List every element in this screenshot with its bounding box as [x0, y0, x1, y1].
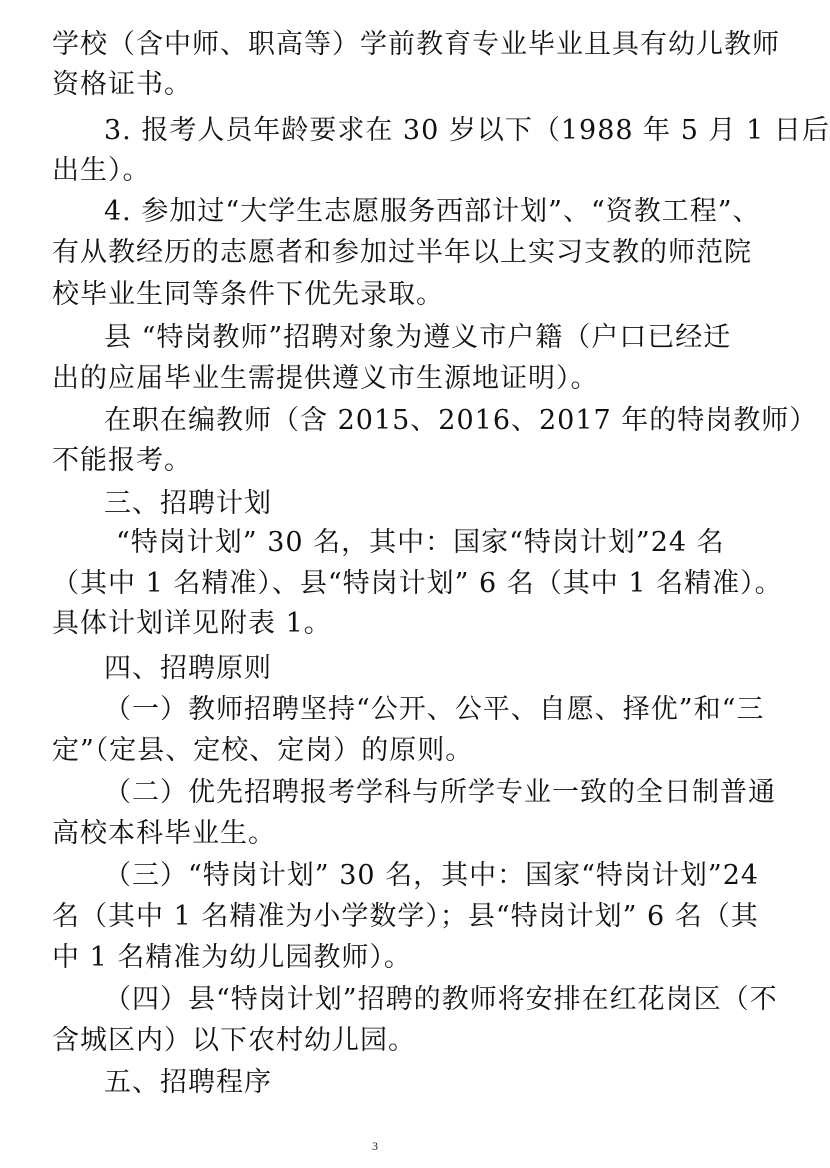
text-line: 在职在编教师（含 2015、2016、2017 年的特岗教师） [104, 405, 818, 436]
text-line: 含城区内）以下农村幼儿园。 [52, 1025, 416, 1056]
text-line: 有从教经历的志愿者和参加过半年以上实习支教的师范院 [52, 237, 752, 268]
text-line: （二）优先招聘报考学科与所学专业一致的全日制普通 [104, 777, 776, 808]
text-line: 出的应届毕业生需提供遵义市生源地证明）。 [52, 363, 599, 394]
text-line: “特岗计划” 30 名，其中：国家“特岗计划”24 名 [116, 527, 725, 558]
text-line: 不能报考。 [52, 445, 192, 476]
section-heading: 五、招聘程序 [104, 1067, 272, 1098]
text-line: （三）“特岗计划” 30 名，其中：国家“特岗计划”24 [104, 860, 760, 891]
text-line: （其中 1 名精准）、县“特岗计划” 6 名（其中 1 名精准）。 [52, 568, 783, 599]
text-line: 名（其中 1 名精准为小学数学）；县“特岗计划” 6 名（其 [52, 901, 759, 932]
section-heading: 四、招聘原则 [104, 653, 272, 684]
text-line: 定”（定县、定校、定岗）的原则。 [52, 735, 474, 766]
text-line: 出生）。 [52, 155, 151, 186]
text-line: 校毕业生同等条件下优先录取。 [52, 279, 444, 310]
page-number: 3 [372, 1139, 378, 1153]
text-line: 县 “特岗教师”招聘对象为遵义市户籍（户口已经迁 [104, 322, 732, 353]
text-line: 学校（含中师、职高等）学前教育专业毕业且具有幼儿教师 [52, 29, 780, 60]
text-line: 具体计划详见附表 1。 [52, 608, 332, 639]
section-heading: 三、招聘计划 [104, 488, 272, 519]
text-line: 4. 参加过“大学生志愿服务西部计划”、“资教工程”、 [104, 196, 761, 227]
text-line: 高校本科毕业生。 [52, 818, 276, 849]
text-line: （四）县“特岗计划”招聘的教师将安排在红花岗区（不 [104, 984, 778, 1015]
text-line: 3. 报考人员年龄要求在 30 岁以下（1988 年 5 月 1 日后 [104, 115, 830, 146]
text-line: 中 1 名精准为幼儿园教师）。 [52, 942, 412, 973]
text-line: 资格证书。 [52, 69, 192, 100]
text-line: （一）教师招聘坚持“公开、公平、自愿、择优”和“三 [104, 694, 765, 725]
